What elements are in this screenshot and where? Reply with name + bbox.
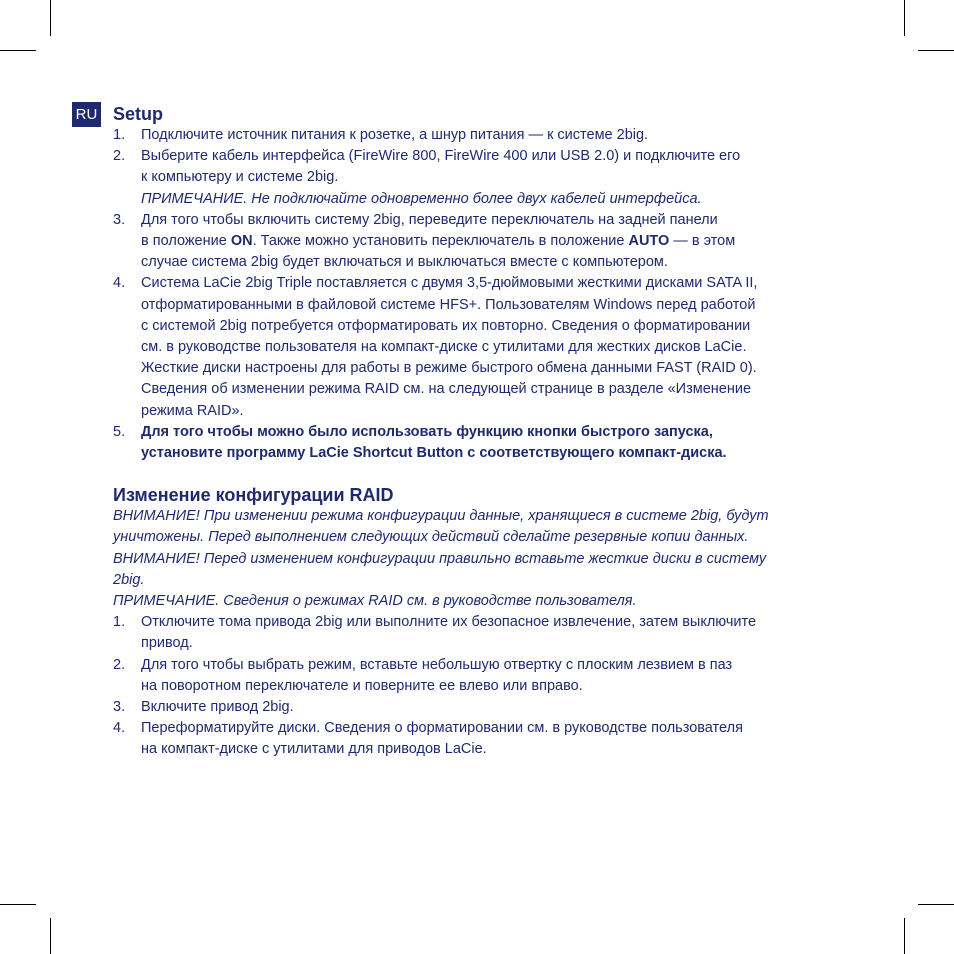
warning-text: ВНИМАНИЕ! При изменении режима конфигурации данные, хранящиеся в системе 2big, будут	[113, 508, 769, 525]
step-number: 3.	[113, 699, 126, 716]
step-text: Жесткие диски настроены для работы в режиме быстрого обмена данными FAST (RAID 0).	[141, 360, 757, 377]
step-text: Выберите кабель интерфейса (FireWire 800, FireWire 400 или USB 2.0) и подключите его	[141, 148, 741, 165]
crop-mark-top-right-h	[918, 50, 954, 51]
step-number: 2.	[113, 148, 126, 165]
raid-steps	[113, 612, 853, 760]
warning-text: ВНИМАНИЕ! Перед изменением конфигурации правильно вставьте жесткие диски в систему	[113, 550, 767, 567]
step-number: 5.	[113, 423, 126, 440]
step-number: 2.	[113, 656, 126, 673]
step-text: к компьютеру и системе 2big.	[141, 169, 339, 186]
step-note: ПРИМЕЧАНИЕ. Не подключайте одновременно более двух кабелей интерфейса.	[141, 190, 702, 207]
warning-text: уничтожены. Перед выполнением следующих действий сделайте резервные копии данных.	[113, 529, 749, 546]
step-text: . Также можно установить переключатель в положение	[252, 233, 629, 250]
step-text: Система LaCie 2big Triple поставляется с двумя 3,5-дюймовыми жесткими дисками SATA II,	[141, 275, 758, 292]
on-label: ON	[230, 233, 253, 250]
crop-mark-bottom-left-h	[0, 904, 36, 905]
language-badge: RU	[72, 102, 101, 127]
step-text: Для того чтобы включить систему 2big, переведите переключатель на задней панели	[141, 211, 718, 228]
step-number: 3.	[113, 211, 126, 228]
step-text: Подключите источник питания к розетке, а шнур питания — к системе 2big.	[141, 127, 649, 143]
warning-text: 2big.	[113, 571, 145, 588]
list-item	[113, 697, 853, 718]
step-text: привод.	[141, 635, 193, 652]
list-item	[113, 422, 853, 464]
crop-mark-bottom-right-h	[918, 904, 954, 905]
step-number: 1.	[113, 614, 126, 631]
list-item	[113, 655, 853, 697]
note-text: ПРИМЕЧАНИЕ. Сведения о режимах RAID см. в руководстве пользователя.	[113, 593, 637, 610]
document-content	[113, 103, 853, 761]
step-text: случае система 2big будет включаться и выключаться вместе с компьютером.	[141, 254, 668, 271]
step-text: Отключите тома привода 2big или выполните их безопасное извлечение, затем выключите	[141, 614, 757, 631]
step-text: Включите привод 2big.	[141, 699, 294, 716]
step-text: Переформатируйте диски. Сведения о форматировании см. в руководстве пользователя	[141, 720, 743, 737]
step-text: режима RAID».	[141, 402, 244, 419]
step-text: в положение	[141, 233, 231, 250]
step-number: 1.	[113, 127, 126, 143]
auto-label: AUTO	[628, 233, 670, 250]
crop-mark-top-right-v	[904, 0, 905, 36]
step-text: с системой 2big потребуется отформатировать их повторно. Сведения о форматировании	[141, 317, 751, 334]
crop-mark-bottom-right-v	[904, 918, 905, 954]
step-text: на компакт-диске с утилитами для приводов LaCie.	[141, 741, 487, 758]
crop-mark-bottom-left-v	[50, 918, 51, 954]
list-item	[113, 125, 853, 146]
step-text: см. в руководстве пользователя на компакт-диске с утилитами для жестких дисков LaCie.	[141, 339, 747, 356]
list-item	[113, 210, 853, 274]
step-number: 4.	[113, 720, 126, 737]
crop-mark-top-left-h	[0, 50, 36, 51]
list-item	[113, 146, 853, 210]
list-item	[113, 612, 853, 654]
step-text-line	[141, 231, 853, 252]
step-text: Для того чтобы выбрать режим, вставьте небольшую отвертку с плоским лезвием в паз	[141, 656, 733, 673]
crop-mark-top-left-v	[50, 0, 51, 36]
step-text: Сведения об изменении режима RAID см. на следующей странице в разделе «Изменение	[141, 381, 752, 398]
setup-steps	[113, 125, 853, 464]
step-text-bold: Для того чтобы можно было использовать функцию кнопки быстрого запуска,	[141, 423, 713, 440]
step-text-bold: установите программу LaCie Shortcut Button с соответствующего компакт-диска.	[141, 445, 727, 462]
list-item	[113, 273, 853, 421]
list-item	[113, 718, 853, 760]
step-text: — в этом	[669, 233, 736, 250]
setup-title: Setup	[113, 104, 164, 124]
step-text: на поворотном переключателе и поверните ее влево или вправо.	[141, 677, 583, 694]
step-text: отформатированными в файловой системе HFS+. Пользователям Windows перед работой	[141, 296, 756, 313]
raid-title: Изменение конфигурации RAID	[113, 485, 394, 506]
step-number: 4.	[113, 275, 126, 292]
